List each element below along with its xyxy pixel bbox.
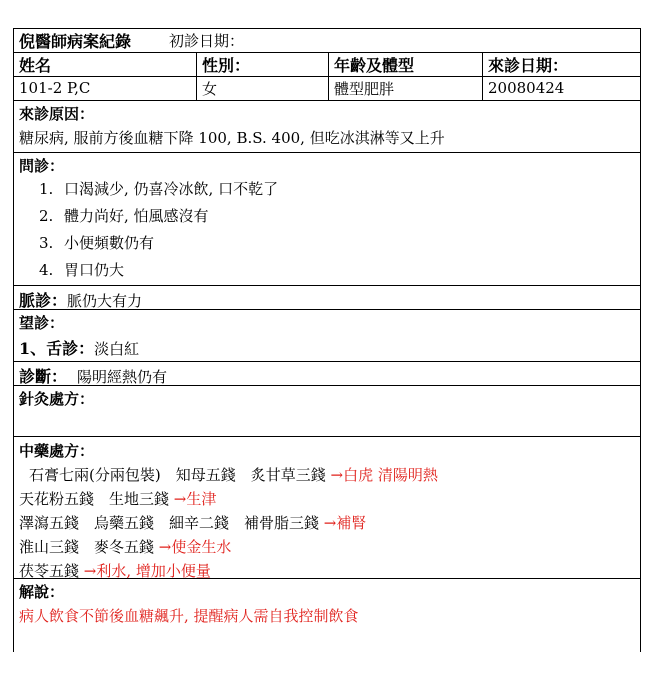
explanation-section: [13, 578, 641, 652]
inquiry-label: 問診：: [19, 157, 65, 175]
herbal-line: 天花粉五錢 生地三錢 →生津: [19, 490, 217, 508]
herbal-line: 石膏七兩(分兩包裝) 知母五錢 炙甘草三錢 →白虎 清陽明熱: [29, 466, 438, 484]
reason-section: [13, 100, 641, 152]
herbal-line: 茯苓五錢 →利水, 增加小便量: [19, 562, 211, 580]
inquiry-item: 1. 口渴減少, 仍喜冷冰飲, 口不乾了: [39, 180, 279, 198]
arrow-icon: →: [173, 490, 187, 508]
arrow-icon: →: [158, 538, 172, 556]
arrow-icon: →: [83, 562, 97, 580]
explanation-label: 解說：: [19, 583, 65, 601]
record-title: 倪醫師病案紀錄: [19, 31, 132, 51]
title-row: [13, 28, 641, 52]
diagnosis-label: 診斷：: [19, 367, 68, 386]
header-age-body: 年齡及體型: [334, 55, 415, 75]
tongue-label: 1、舌診：: [19, 339, 95, 358]
pulse-label: 脈診：: [19, 291, 68, 310]
arrow-icon: →: [330, 466, 344, 484]
look-section: [13, 309, 641, 361]
acupuncture-section: [13, 385, 641, 436]
header-sex: 性別：: [202, 55, 251, 75]
acupuncture-label: 針灸處方：: [19, 390, 95, 408]
diagnosis-text: 陽明經熱仍有: [77, 368, 168, 386]
explanation-text: 病人飲食不節後血糖飆升, 提醒病人需自我控制飲食: [19, 607, 359, 625]
herbal-label: 中藥處方：: [19, 442, 95, 460]
values-row: [13, 76, 641, 100]
arrow-icon: →: [323, 514, 337, 532]
reason-label: 來診原因：: [19, 105, 95, 123]
herbal-line: 淮山三錢 麥冬五錢 →使金生水: [19, 538, 232, 556]
herbal-line: 澤瀉五錢 烏藥五錢 細辛二錢 補骨脂三錢 →補腎: [19, 514, 367, 532]
inquiry-section: [13, 152, 641, 285]
value-name: 101-2 P,C: [19, 79, 91, 97]
pulse-text: 脈仍大有力: [67, 292, 143, 310]
inquiry-item: 4. 胃口仍大: [39, 261, 125, 279]
value-sex: 女: [202, 79, 218, 98]
look-label: 望診：: [19, 314, 65, 332]
reason-text: 糖尿病, 服前方後血糖下降 100, B.S. 400, 但吃冰淇淋等又上升: [19, 129, 445, 147]
value-age-body: 體型肥胖: [334, 79, 395, 98]
first-visit-label: 初診日期：: [169, 31, 245, 50]
pulse-section: [13, 285, 641, 309]
header-visit-date: 來診日期：: [488, 55, 569, 75]
herbal-section: [13, 436, 641, 578]
inquiry-item: 2. 體力尚好, 怕風感沒有: [39, 207, 209, 225]
inquiry-item: 3. 小便頻數仍有: [39, 234, 155, 252]
header-row: [13, 52, 641, 76]
value-visit-date: 20080424: [488, 79, 565, 97]
diagnosis-section: [13, 361, 641, 385]
header-name: 姓名: [19, 55, 52, 75]
tongue-text: 淡白紅: [94, 340, 140, 358]
